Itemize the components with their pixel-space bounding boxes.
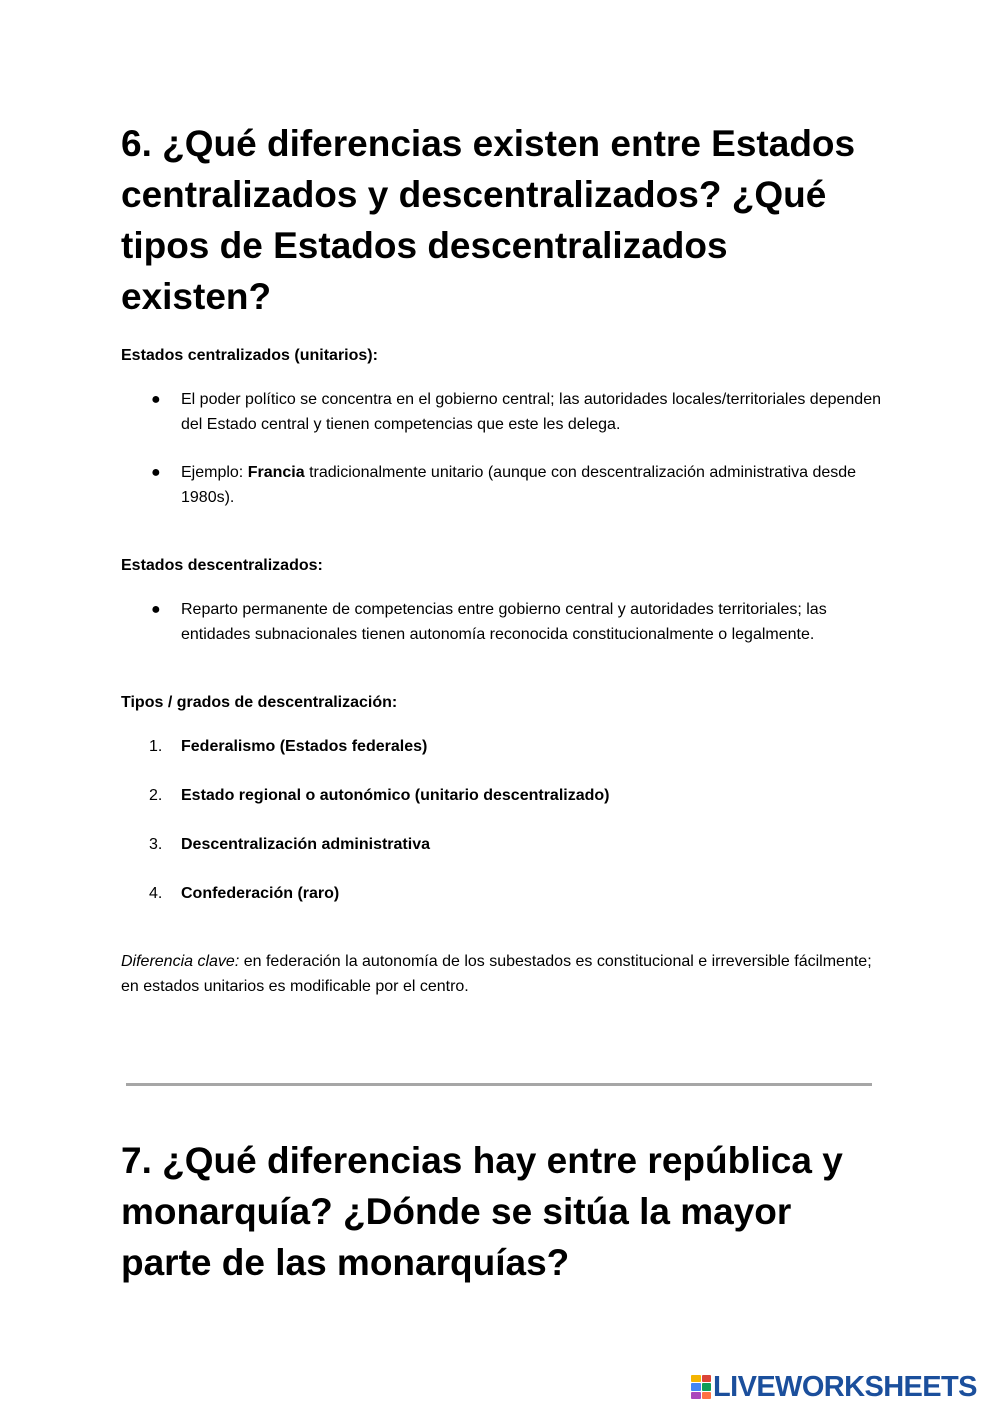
bullet-icon: ● — [151, 464, 161, 481]
list-item — [121, 598, 881, 647]
centralized-heading: Estados centralizados (unitarios): — [121, 347, 378, 364]
logo-tile — [702, 1392, 712, 1399]
list-item — [121, 388, 881, 437]
key-difference-text: en federación la autonomía de los subestados es constitucional e irreversible fácilmente; en estados unitarios es modificable por el centro. — [121, 953, 872, 995]
list-item — [121, 833, 881, 857]
list-number: 3. — [149, 836, 163, 853]
section-divider — [126, 1083, 872, 1086]
example-suffix: tradicionalmente unitario (aunque con descentralización administrativa desde 1980s). — [181, 464, 857, 506]
section-7-title: 7. ¿Qué diferencias hay entre república y monarquía? ¿Dónde se sitúa la mayor parte de las monarquías? — [121, 1140, 843, 1283]
key-difference-paragraph — [121, 950, 881, 999]
list-number: 2. — [149, 787, 163, 804]
list-item — [121, 735, 881, 759]
document-page — [121, 118, 881, 1283]
logo-text: LIVEWORKSHEETS — [713, 1371, 977, 1403]
types-numbered-list — [121, 735, 881, 906]
centralized-bullet-1-text: El poder político se concentra en el gobierno central; las autoridades locales/territoriales dependen del Estado central y tienen competencias que este les delega. — [181, 391, 881, 433]
list-item — [121, 461, 881, 510]
example-prefix: Ejemplo: — [181, 464, 248, 481]
decentralized-bullet-list — [121, 598, 881, 647]
logo-tile — [691, 1392, 701, 1399]
type-label: Confederación (raro) — [181, 885, 340, 902]
decentralized-bullet-1-text: Reparto permanente de competencias entre gobierno central y autoridades territoriales; las entidades subnacionales tienen autonomía reconocida constitucionalmente o legalmente. — [181, 601, 827, 643]
example-country: Francia — [247, 464, 305, 481]
centralized-bullet-list — [121, 388, 881, 510]
logo-tile — [691, 1383, 701, 1390]
liveworksheets-logo — [691, 1371, 977, 1403]
bullet-icon: ● — [151, 601, 161, 618]
type-label: Federalismo (Estados federales) — [181, 738, 428, 755]
type-label: Descentralización administrativa — [181, 836, 430, 853]
bullet-icon: ● — [151, 391, 161, 408]
types-heading: Tipos / grados de descentralización: — [121, 694, 398, 711]
list-item — [121, 882, 881, 906]
decentralized-heading: Estados descentralizados: — [121, 557, 323, 574]
key-difference-label: Diferencia clave: — [121, 953, 240, 970]
section-6-title: 6. ¿Qué diferencias existen entre Estados centralizados y descentralizados? ¿Qué tipos de Estados descentralizados existen? — [121, 123, 856, 317]
type-label: Estado regional o autonómico (unitario descentralizado) — [181, 787, 610, 804]
list-number: 1. — [149, 738, 163, 755]
logo-tile — [691, 1375, 701, 1382]
list-item — [121, 784, 881, 808]
liveworksheets-logo-icon — [691, 1375, 711, 1399]
logo-tile — [702, 1383, 712, 1390]
list-number: 4. — [149, 885, 163, 902]
logo-tile — [702, 1375, 712, 1382]
